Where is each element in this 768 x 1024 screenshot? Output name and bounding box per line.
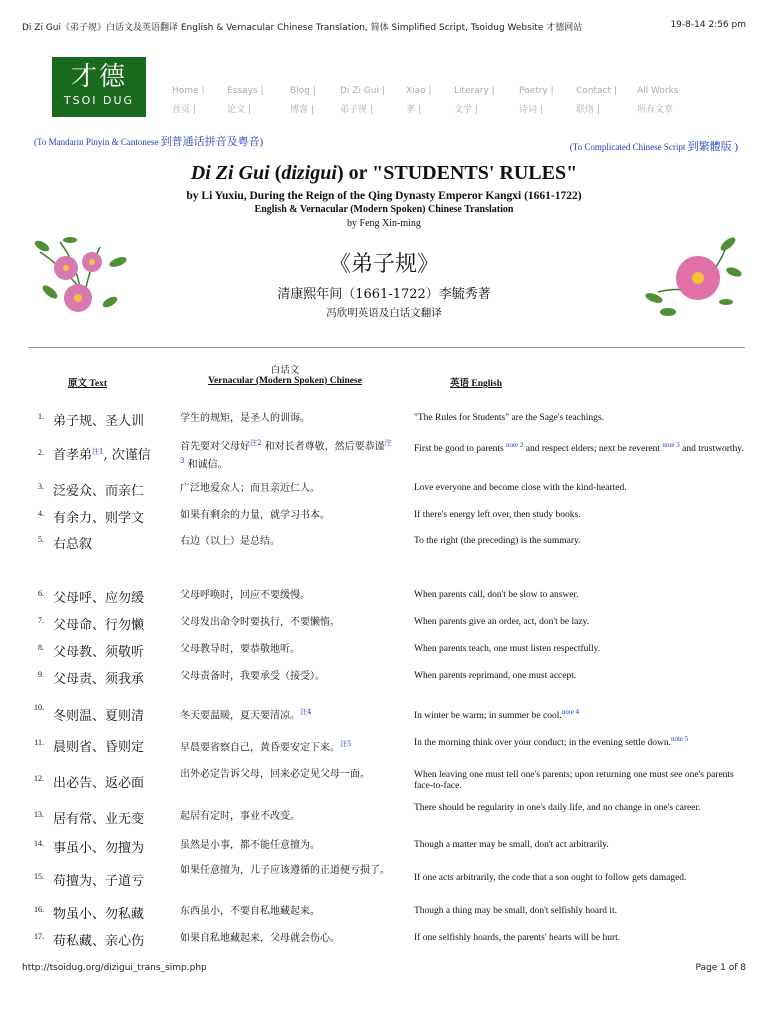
print-footer-url: http://tsoidug.org/dizigui_trans_simp.php bbox=[22, 963, 207, 973]
footnote-link[interactable]: 注2 bbox=[250, 439, 262, 447]
print-header bbox=[22, 20, 746, 34]
column-header-original: 原文 Text bbox=[68, 379, 107, 389]
footnote-link[interactable]: 注4 bbox=[300, 708, 312, 716]
footnote-link[interactable]: note 2 bbox=[506, 441, 524, 449]
nav-xiao[interactable]: Xiao | 孝 | bbox=[406, 86, 432, 115]
nav-contact[interactable]: Contact | 联络 | bbox=[576, 86, 617, 115]
divider bbox=[28, 347, 745, 348]
translator: by Feng Xin-ming bbox=[347, 218, 421, 229]
logo-chinese: 才德 bbox=[70, 62, 127, 92]
link-complicated-script[interactable]: (To Complicated Chinese Script 到繁體版 ) bbox=[569, 141, 738, 153]
footnote-link[interactable]: 注5 bbox=[340, 740, 352, 748]
site-logo[interactable] bbox=[52, 57, 146, 117]
nav-home[interactable]: Home | 首页 | bbox=[172, 86, 205, 115]
nav-poetry[interactable]: Poetry | 诗词 | bbox=[519, 86, 554, 115]
print-footer bbox=[22, 963, 746, 977]
byline: by Li Yuxiu, During the Reign of the Qing Dynasty Emperor Kangxi (1661-1722) bbox=[186, 190, 582, 202]
link-pinyin-cantonese[interactable]: (To Mandarin Pinyin & Cantonese 到普通话拼音及粤音) bbox=[34, 136, 264, 148]
nav-essays[interactable]: Essays | 论文 | bbox=[227, 86, 264, 115]
nav-blog[interactable]: Blog | 博客 | bbox=[290, 86, 316, 115]
page-title: Di Zi Gui (dizigui) or "STUDENTS' RULES" bbox=[190, 162, 578, 184]
footnote-link[interactable]: note 3 bbox=[662, 441, 680, 449]
print-header-datetime: 19-8-14 2:56 pm bbox=[670, 20, 746, 30]
chinese-byline: 清康熙年间（1661-1722）李毓秀著 bbox=[277, 287, 491, 302]
column-header-english: 英语 English bbox=[450, 379, 503, 389]
footnote-link[interactable]: 注1 bbox=[92, 447, 104, 456]
print-footer-page: Page 1 of 8 bbox=[695, 963, 746, 973]
nav-literary[interactable]: Literary | 文学 | bbox=[454, 86, 495, 115]
chinese-translator: 冯欣明英语及白话文翻译 bbox=[326, 307, 442, 319]
print-header-title: Di Zi Gui《弟子规》白话文及英语翻译 English & Vernacular Chinese Translation, 简体 Simplified Script, Tsoidug Website 才德网站 bbox=[22, 23, 583, 33]
nav-all-works[interactable]: All Works 所有文章 bbox=[637, 86, 679, 115]
chinese-title: 《弟子规》 bbox=[328, 252, 439, 277]
footnote-link[interactable]: 注3 bbox=[180, 439, 392, 466]
flower-illustration-right bbox=[638, 232, 743, 322]
footnote-link[interactable]: note 5 bbox=[670, 735, 689, 743]
column-header-vernacular: 白话文 Vernacular (Modern Spoken) Chinese bbox=[208, 366, 362, 386]
footnote-link[interactable]: note 4 bbox=[561, 708, 580, 716]
flower-illustration-left bbox=[30, 232, 135, 322]
nav-dizigui[interactable]: Di Zi Gui | 弟子规 | bbox=[340, 86, 385, 115]
logo-english: TSOI DUG bbox=[63, 94, 135, 107]
translation-note: English & Vernacular (Modern Spoken) Chinese Translation bbox=[254, 204, 514, 215]
